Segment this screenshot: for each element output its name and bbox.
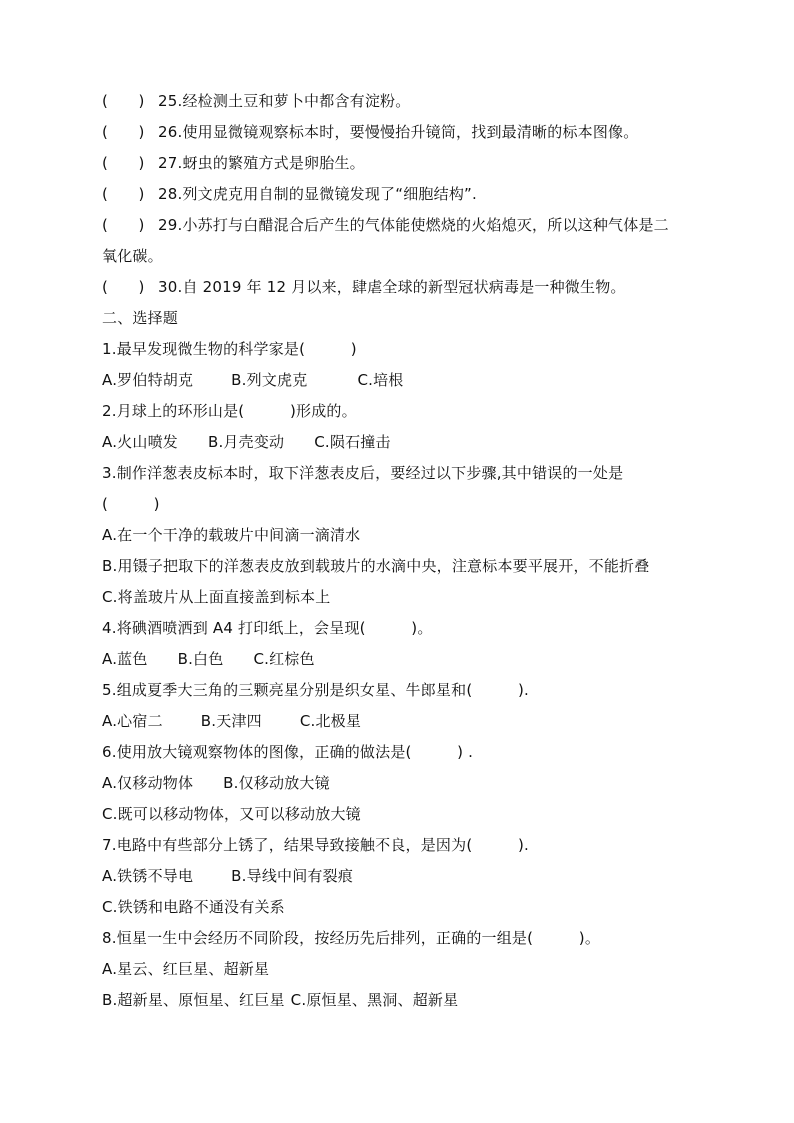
judgement-item-29: [102, 210, 696, 241]
answer-paren[interactable]: ( ): [102, 154, 145, 172]
option-a[interactable]: A.星云、红巨星、超新星: [102, 960, 270, 978]
question-6-options: [102, 768, 696, 799]
judgement-item-29-cont: [102, 241, 696, 272]
question-7-options: [102, 861, 696, 892]
question-text: 氧化碳。: [102, 247, 163, 265]
question-2-options: [102, 427, 696, 458]
option-c[interactable]: C.红棕色: [253, 650, 315, 668]
answer-paren[interactable]: ( ): [102, 92, 145, 110]
question-text: 27.蚜虫的繁殖方式是卵胎生。: [158, 154, 365, 172]
option-b[interactable]: B.天津四: [200, 712, 262, 730]
option-b[interactable]: B.月壳变动: [207, 433, 285, 451]
answer-paren[interactable]: ( ): [102, 216, 145, 234]
option-c[interactable]: C.既可以移动物体，又可以移动放大镜: [102, 805, 361, 823]
option-a[interactable]: A.火山喷发: [102, 433, 178, 451]
judgement-item-30: [102, 272, 696, 303]
question-text: 29.小苏打与白醋混合后产生的气体能使燃烧的火焰熄灭，所以这种气体是二: [158, 216, 669, 234]
option-b[interactable]: B.导线中间有裂痕: [231, 867, 354, 885]
option-a[interactable]: A.铁锈不导电: [102, 867, 194, 885]
question-4-options: [102, 644, 696, 675]
option-c[interactable]: C.北极星: [299, 712, 362, 730]
option-c[interactable]: C.原恒星、黑洞、超新星: [290, 991, 459, 1009]
answer-paren[interactable]: ( ): [102, 278, 145, 296]
answer-paren[interactable]: ( ): [102, 185, 145, 203]
section-title: 二、选择题: [102, 309, 179, 327]
judgement-item-25: [102, 86, 696, 117]
question-5-options: [102, 706, 696, 737]
question-6-stem: 6.使用放大镜观察物体的图像，正确的做法是( ) .: [102, 743, 474, 761]
option-c[interactable]: C.培根: [357, 371, 404, 389]
question-3-stem-cont: ( ): [102, 495, 160, 513]
option-b[interactable]: B.列文虎克: [231, 371, 308, 389]
question-text: 25.经检测土豆和萝卜中都含有淀粉。: [158, 92, 411, 110]
question-text: 26.使用显微镜观察标本时，要慢慢抬升镜筒，找到最清晰的标本图像。: [158, 123, 639, 141]
question-3-stem: 3.制作洋葱表皮标本时，取下洋葱表皮后，要经过以下步骤,其中错误的一处是: [102, 464, 624, 482]
option-a[interactable]: A.心宿二: [102, 712, 163, 730]
option-a[interactable]: A.在一个干净的载玻片中间滴一滴清水: [102, 526, 361, 544]
option-b[interactable]: B.用镊子把取下的洋葱表皮放到载玻片的水滴中央，注意标本要平展开，不能折叠: [102, 557, 650, 575]
worksheet-content: [102, 86, 696, 1016]
question-1-stem: 1.最早发现微生物的科学家是( ): [102, 340, 357, 358]
answer-paren[interactable]: ( ): [102, 123, 145, 141]
judgement-item-28: [102, 179, 696, 210]
question-text: 30.自 2019 年 12 月以来，肆虐全球的新型冠状病毒是一种微生物。: [158, 278, 626, 296]
question-1-options: [102, 365, 696, 396]
option-a[interactable]: A.蓝色: [102, 650, 148, 668]
question-4-stem: 4.将碘酒喷洒到 A4 打印纸上，会呈现( )。: [102, 619, 433, 637]
question-8-stem: 8.恒星一生中会经历不同阶段，按经历先后排列，正确的一组是( )。: [102, 929, 601, 947]
option-b[interactable]: B.超新星、原恒星、红巨星: [102, 991, 285, 1009]
option-b[interactable]: B.白色: [177, 650, 224, 668]
option-c[interactable]: C.铁锈和电路不通没有关系: [102, 898, 285, 916]
option-b[interactable]: B.仅移动放大镜: [223, 774, 330, 792]
judgement-item-27: [102, 148, 696, 179]
judgement-item-26: [102, 117, 696, 148]
option-c[interactable]: C.将盖玻片从上面直接盖到标本上: [102, 588, 331, 606]
option-a[interactable]: A.仅移动物体: [102, 774, 194, 792]
option-a[interactable]: A.罗伯特胡克: [102, 371, 194, 389]
option-c[interactable]: C.陨石撞击: [314, 433, 391, 451]
question-7-stem: 7.电路中有些部分上锈了，结果导致接触不良，是因为( ).: [102, 836, 529, 854]
question-8-options: [102, 985, 696, 1016]
question-text: 28.列文虎克用自制的显微镜发现了“细胞结构”.: [158, 185, 477, 203]
question-5-stem: 5.组成夏季大三角的三颗亮星分别是织女星、牛郎星和( ).: [102, 681, 529, 699]
question-2-stem: 2.月球上的环形山是( )形成的。: [102, 402, 357, 420]
